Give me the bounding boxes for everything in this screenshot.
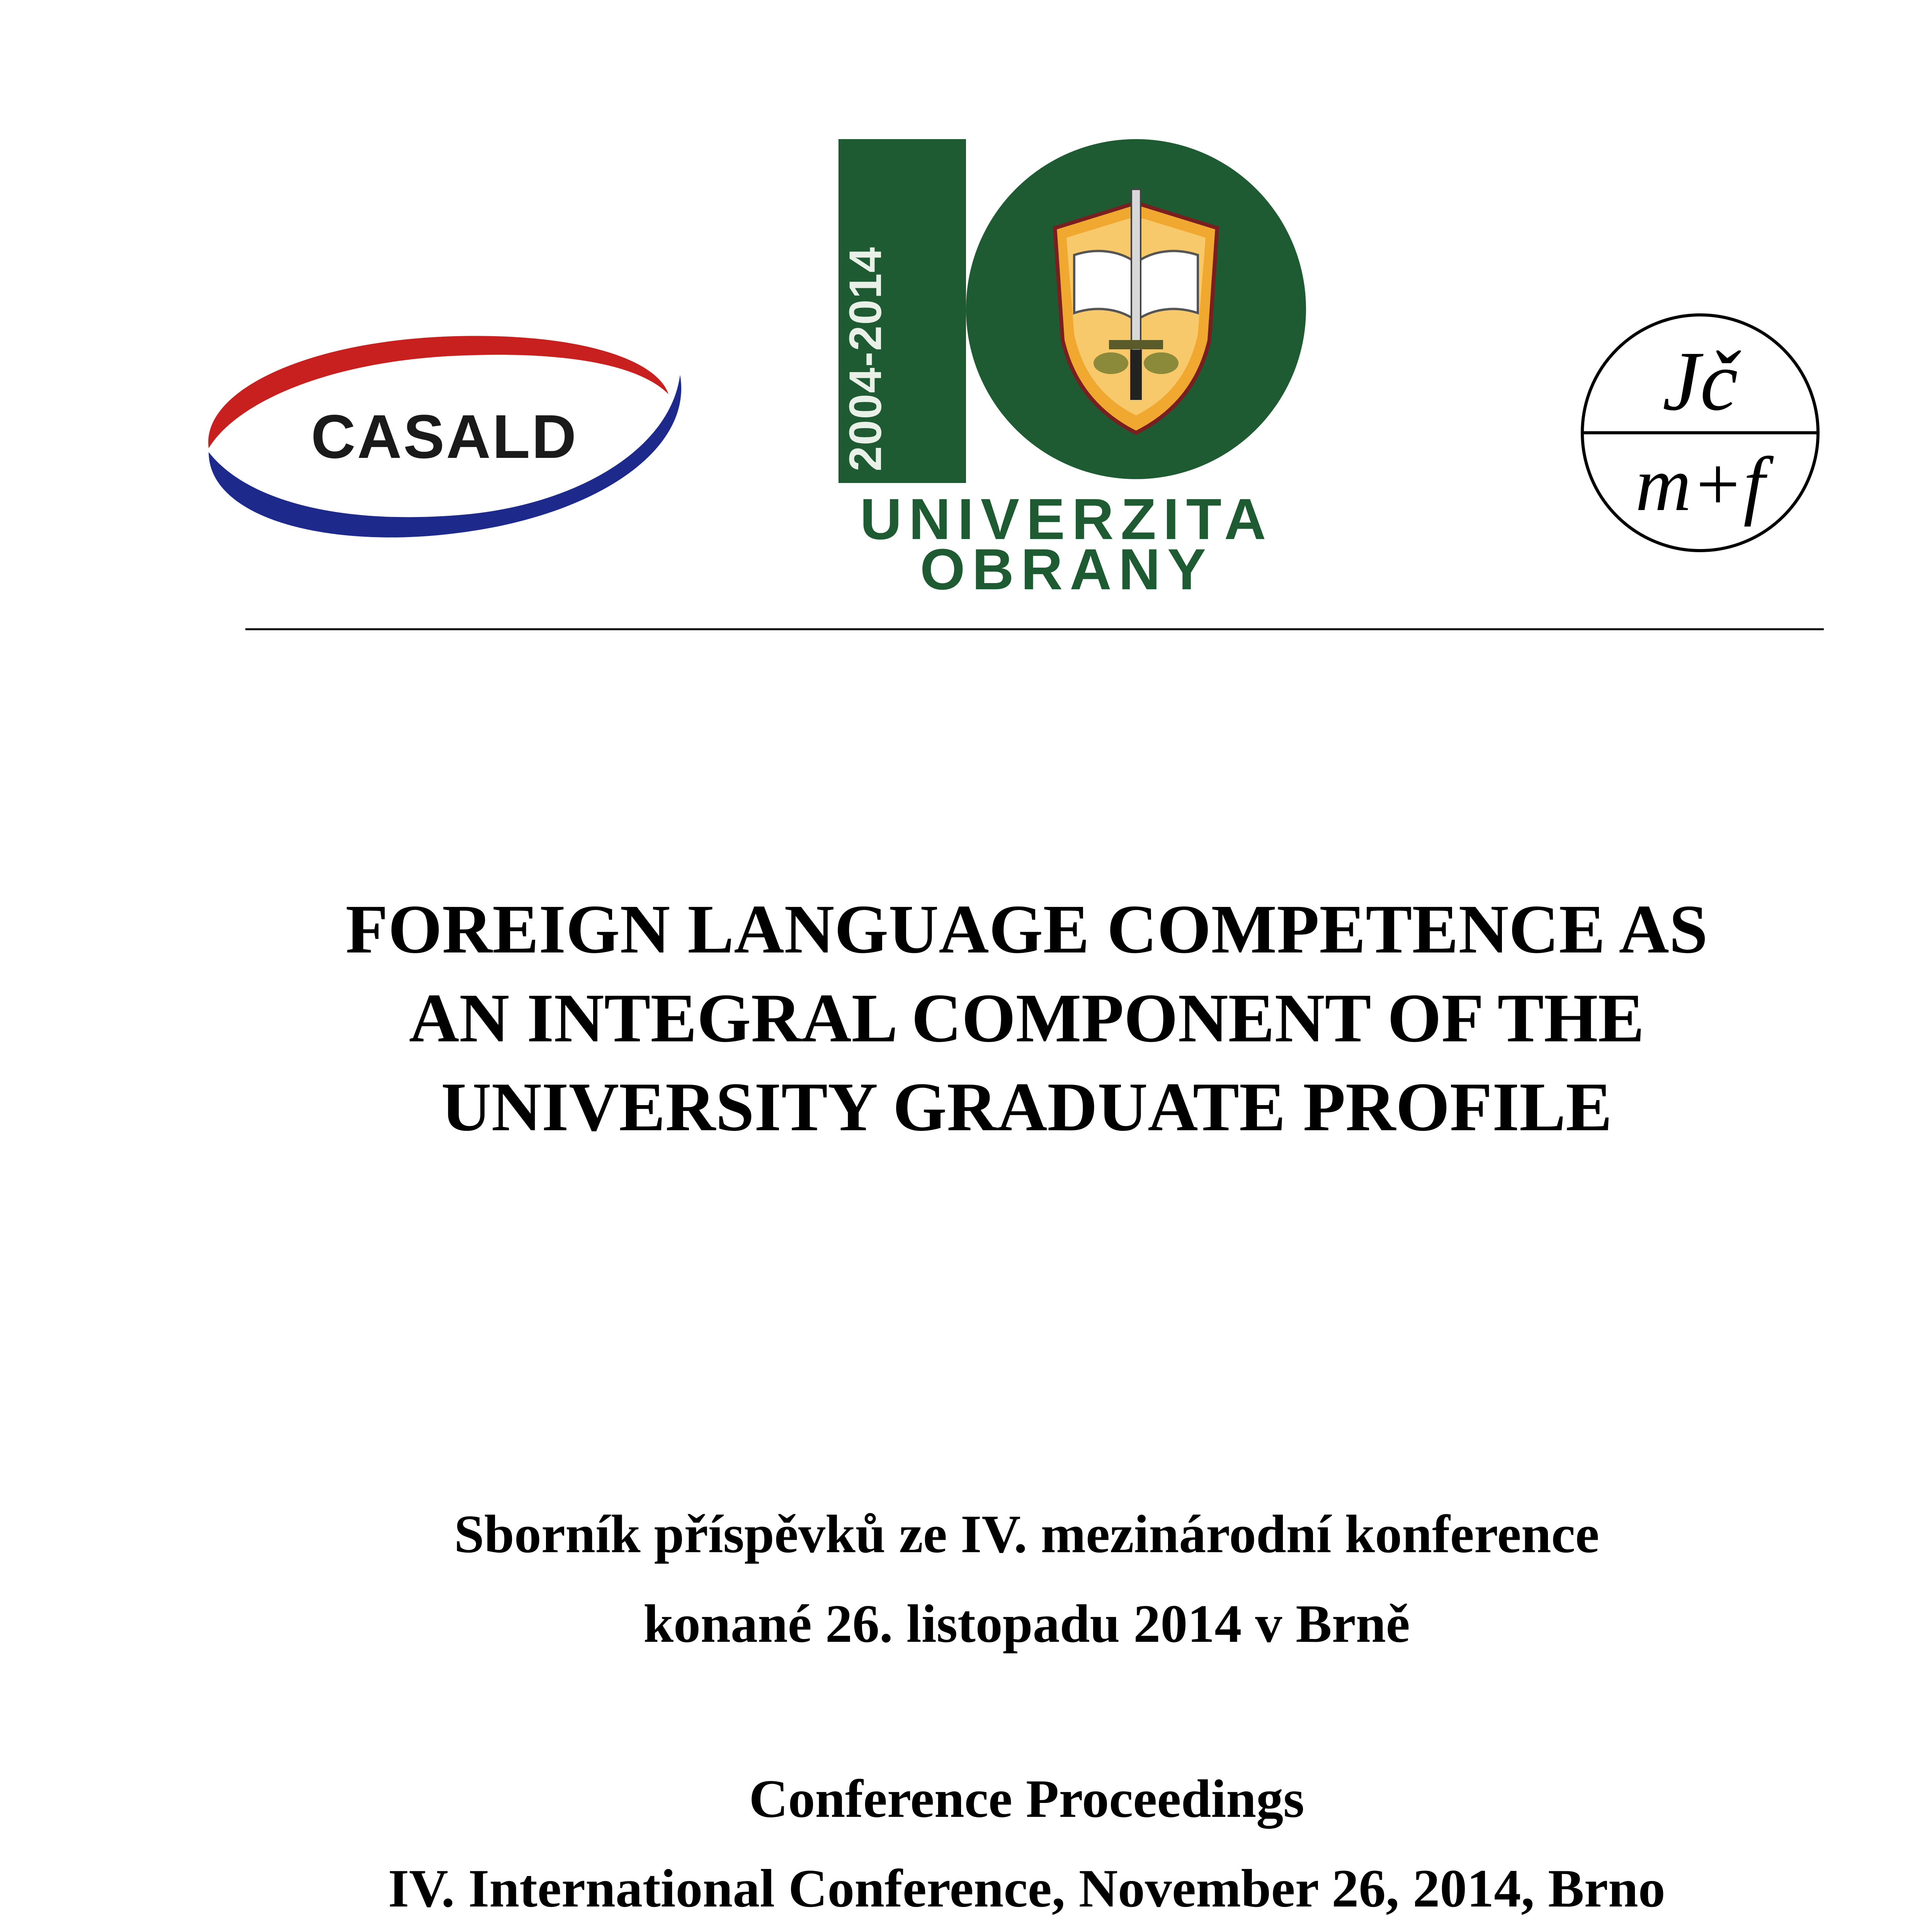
title-line: UNIVERSITY GRADUATE PROFILE xyxy=(441,1068,1612,1145)
casald-logo xyxy=(193,325,696,564)
jcmf-top-text: Jč xyxy=(1662,334,1738,428)
english-subtitle-line: Conference Proceedings xyxy=(749,1769,1304,1829)
english-subtitle xyxy=(0,1754,1932,1932)
univerzita-obrany-logo xyxy=(827,139,1306,591)
czech-subtitle-line: Sborník příspěvků ze IV. mezinárodní konference xyxy=(454,1504,1599,1564)
jcmf-logo xyxy=(1577,309,1824,556)
title-line: AN INTEGRAL COMPONENT OF THE xyxy=(409,980,1645,1056)
unob-name-line1: UNIVERZITA xyxy=(860,486,1273,551)
english-subtitle-line: IV. International Conference, November 26, 2014, Brno xyxy=(388,1859,1665,1918)
unob-years-text: 2004-2014 xyxy=(840,246,891,471)
title-line: FOREIGN LANGUAGE COMPETENCE AS xyxy=(345,891,1708,968)
czech-subtitle-line: konané 26. listopadu 2014 v Brně xyxy=(643,1594,1410,1654)
header-divider xyxy=(245,628,1824,630)
czech-subtitle xyxy=(0,1490,1932,1669)
jcmf-bottom-text: m+f xyxy=(1635,442,1765,527)
unob-name-line2: OBRANY xyxy=(920,537,1213,591)
casald-logo-text: CASALD xyxy=(311,402,578,471)
main-title xyxy=(0,885,1932,1151)
